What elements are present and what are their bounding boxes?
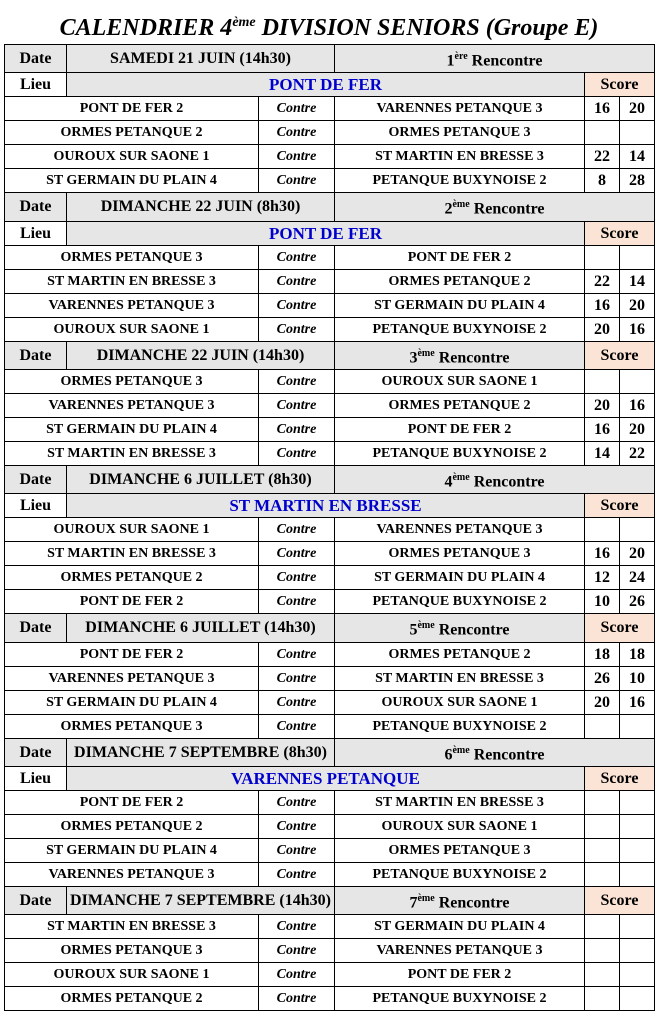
versus-label: Contre — [259, 317, 335, 341]
date-label: Date — [5, 45, 67, 73]
home-team: ST GERMAIN DU PLAIN 4 — [5, 417, 259, 441]
away-team: ST GERMAIN DU PLAIN 4 — [335, 293, 585, 317]
match-row — [5, 441, 655, 465]
away-team: ORMES PETANQUE 2 — [335, 269, 585, 293]
versus-label: Contre — [259, 393, 335, 417]
round-date-row — [5, 465, 655, 493]
versus-label: Contre — [259, 838, 335, 862]
home-score — [585, 915, 620, 939]
versus-label: Contre — [259, 245, 335, 269]
round-venue-row — [5, 221, 655, 245]
away-score — [620, 790, 655, 814]
away-team: ORMES PETANQUE 3 — [335, 542, 585, 566]
round-number: 5ème Rencontre — [335, 614, 585, 642]
away-team: PONT DE FER 2 — [335, 963, 585, 987]
versus-label: Contre — [259, 915, 335, 939]
home-team: PONT DE FER 2 — [5, 590, 259, 614]
home-team: VARENNES PETANQUE 3 — [5, 666, 259, 690]
away-team: VARENNES PETANQUE 3 — [335, 939, 585, 963]
round-date: DIMANCHE 6 JUILLET (14h30) — [67, 614, 335, 642]
home-score: 14 — [585, 441, 620, 465]
home-score — [585, 121, 620, 145]
home-score: 22 — [585, 269, 620, 293]
home-score: 10 — [585, 590, 620, 614]
round-number: 2ème Rencontre — [335, 193, 655, 221]
home-team: ORMES PETANQUE 2 — [5, 121, 259, 145]
match-row — [5, 838, 655, 862]
away-score — [620, 121, 655, 145]
away-score: 10 — [620, 666, 655, 690]
lieu-label: Lieu — [5, 766, 67, 790]
home-score: 16 — [585, 417, 620, 441]
away-score — [620, 814, 655, 838]
home-team: ST GERMAIN DU PLAIN 4 — [5, 169, 259, 193]
away-team: OUROUX SUR SAONE 1 — [335, 690, 585, 714]
home-score — [585, 963, 620, 987]
round-venue-row — [5, 766, 655, 790]
home-score — [585, 838, 620, 862]
versus-label: Contre — [259, 542, 335, 566]
match-row — [5, 293, 655, 317]
home-score — [585, 814, 620, 838]
round-date: DIMANCHE 22 JUIN (8h30) — [67, 193, 335, 221]
versus-label: Contre — [259, 690, 335, 714]
date-label: Date — [5, 614, 67, 642]
versus-label: Contre — [259, 145, 335, 169]
versus-label: Contre — [259, 97, 335, 121]
home-team: ORMES PETANQUE 3 — [5, 939, 259, 963]
home-team: ST MARTIN EN BRESSE 3 — [5, 441, 259, 465]
home-team: OUROUX SUR SAONE 1 — [5, 518, 259, 542]
away-team: ORMES PETANQUE 3 — [335, 838, 585, 862]
versus-label: Contre — [259, 293, 335, 317]
round-number: 6ème Rencontre — [335, 738, 655, 766]
lieu-label: Lieu — [5, 494, 67, 518]
away-team: PETANQUE BUXYNOISE 2 — [335, 590, 585, 614]
versus-label: Contre — [259, 814, 335, 838]
score-header: Score — [585, 73, 655, 97]
home-score: 16 — [585, 293, 620, 317]
away-team: ST GERMAIN DU PLAIN 4 — [335, 566, 585, 590]
match-row — [5, 666, 655, 690]
home-team: ORMES PETANQUE 2 — [5, 987, 259, 1011]
away-score — [620, 518, 655, 542]
away-score — [620, 369, 655, 393]
away-team: VARENNES PETANQUE 3 — [335, 97, 585, 121]
versus-label: Contre — [259, 566, 335, 590]
home-team: ORMES PETANQUE 2 — [5, 814, 259, 838]
versus-label: Contre — [259, 441, 335, 465]
home-team: OUROUX SUR SAONE 1 — [5, 317, 259, 341]
away-team: PONT DE FER 2 — [335, 417, 585, 441]
date-label: Date — [5, 341, 67, 369]
home-team: ST GERMAIN DU PLAIN 4 — [5, 690, 259, 714]
round-date-row — [5, 886, 655, 914]
home-score — [585, 369, 620, 393]
date-label: Date — [5, 193, 67, 221]
round-number: 7ème Rencontre — [335, 886, 585, 914]
versus-label: Contre — [259, 269, 335, 293]
match-row — [5, 245, 655, 269]
round-date: SAMEDI 21 JUIN (14h30) — [67, 45, 335, 73]
away-team: ST GERMAIN DU PLAIN 4 — [335, 915, 585, 939]
away-score: 28 — [620, 169, 655, 193]
away-team: PETANQUE BUXYNOISE 2 — [335, 169, 585, 193]
away-score — [620, 987, 655, 1011]
versus-label: Contre — [259, 987, 335, 1011]
round-date: DIMANCHE 22 JUIN (14h30) — [67, 341, 335, 369]
match-row — [5, 121, 655, 145]
away-score — [620, 939, 655, 963]
lieu-label: Lieu — [5, 221, 67, 245]
versus-label: Contre — [259, 939, 335, 963]
versus-label: Contre — [259, 369, 335, 393]
match-row — [5, 566, 655, 590]
away-team: ST MARTIN EN BRESSE 3 — [335, 790, 585, 814]
away-team: PONT DE FER 2 — [335, 245, 585, 269]
away-score: 14 — [620, 145, 655, 169]
match-row — [5, 714, 655, 738]
round-date-row — [5, 614, 655, 642]
date-label: Date — [5, 738, 67, 766]
home-team: ST GERMAIN DU PLAIN 4 — [5, 838, 259, 862]
match-row — [5, 317, 655, 341]
round-number: 1ère Rencontre — [335, 45, 655, 73]
away-score: 18 — [620, 642, 655, 666]
round-venue-row — [5, 73, 655, 97]
versus-label: Contre — [259, 790, 335, 814]
away-score: 20 — [620, 542, 655, 566]
match-row — [5, 393, 655, 417]
home-score: 20 — [585, 690, 620, 714]
round-date-row — [5, 193, 655, 221]
match-row — [5, 97, 655, 121]
away-score: 20 — [620, 417, 655, 441]
away-score — [620, 915, 655, 939]
home-score — [585, 790, 620, 814]
away-team: VARENNES PETANQUE 3 — [335, 518, 585, 542]
match-row — [5, 590, 655, 614]
away-score: 22 — [620, 441, 655, 465]
away-score: 26 — [620, 590, 655, 614]
home-score: 12 — [585, 566, 620, 590]
away-score — [620, 862, 655, 886]
match-row — [5, 963, 655, 987]
home-team: VARENNES PETANQUE 3 — [5, 293, 259, 317]
away-score: 16 — [620, 690, 655, 714]
home-score: 8 — [585, 169, 620, 193]
match-row — [5, 542, 655, 566]
away-team: OUROUX SUR SAONE 1 — [335, 369, 585, 393]
match-row — [5, 915, 655, 939]
home-score — [585, 518, 620, 542]
venue-name: PONT DE FER — [67, 73, 585, 97]
round-date: DIMANCHE 6 JUILLET (8h30) — [67, 465, 335, 493]
away-score — [620, 963, 655, 987]
home-score: 16 — [585, 542, 620, 566]
away-score: 20 — [620, 293, 655, 317]
away-team: PETANQUE BUXYNOISE 2 — [335, 317, 585, 341]
home-team: ORMES PETANQUE 3 — [5, 714, 259, 738]
away-team: ORMES PETANQUE 3 — [335, 121, 585, 145]
round-number: 4ème Rencontre — [335, 465, 655, 493]
versus-label: Contre — [259, 862, 335, 886]
away-team: ST MARTIN EN BRESSE 3 — [335, 666, 585, 690]
venue-name: PONT DE FER — [67, 221, 585, 245]
match-row — [5, 518, 655, 542]
home-team: VARENNES PETANQUE 3 — [5, 393, 259, 417]
match-row — [5, 939, 655, 963]
match-row — [5, 145, 655, 169]
home-score — [585, 939, 620, 963]
versus-label: Contre — [259, 666, 335, 690]
score-header: Score — [585, 766, 655, 790]
away-score: 16 — [620, 317, 655, 341]
match-row — [5, 862, 655, 886]
home-score: 20 — [585, 393, 620, 417]
versus-label: Contre — [259, 417, 335, 441]
home-team: ST MARTIN EN BRESSE 3 — [5, 915, 259, 939]
venue-name: ST MARTIN EN BRESSE — [67, 494, 585, 518]
round-number: 3ème Rencontre — [335, 341, 585, 369]
date-label: Date — [5, 886, 67, 914]
away-team: PETANQUE BUXYNOISE 2 — [335, 862, 585, 886]
away-team: PETANQUE BUXYNOISE 2 — [335, 441, 585, 465]
home-team: OUROUX SUR SAONE 1 — [5, 963, 259, 987]
match-row — [5, 417, 655, 441]
versus-label: Contre — [259, 518, 335, 542]
home-team: PONT DE FER 2 — [5, 790, 259, 814]
score-header: Score — [585, 886, 655, 914]
home-score — [585, 245, 620, 269]
versus-label: Contre — [259, 590, 335, 614]
away-score: 20 — [620, 97, 655, 121]
away-team: ORMES PETANQUE 2 — [335, 393, 585, 417]
home-score — [585, 714, 620, 738]
match-row — [5, 169, 655, 193]
match-row — [5, 642, 655, 666]
round-date: DIMANCHE 7 SEPTEMBRE (8h30) — [67, 738, 335, 766]
home-team: ST MARTIN EN BRESSE 3 — [5, 542, 259, 566]
score-header: Score — [585, 341, 655, 369]
home-team: PONT DE FER 2 — [5, 97, 259, 121]
away-team: PETANQUE BUXYNOISE 2 — [335, 987, 585, 1011]
away-team: ST MARTIN EN BRESSE 3 — [335, 145, 585, 169]
round-date-row — [5, 341, 655, 369]
versus-label: Contre — [259, 642, 335, 666]
lieu-label: Lieu — [5, 73, 67, 97]
away-score — [620, 714, 655, 738]
match-row — [5, 814, 655, 838]
schedule-table — [4, 44, 655, 1011]
match-row — [5, 369, 655, 393]
round-venue-row — [5, 494, 655, 518]
versus-label: Contre — [259, 963, 335, 987]
home-score — [585, 862, 620, 886]
away-score: 14 — [620, 269, 655, 293]
home-team: ORMES PETANQUE 2 — [5, 566, 259, 590]
home-score: 22 — [585, 145, 620, 169]
home-score: 26 — [585, 666, 620, 690]
away-score — [620, 838, 655, 862]
home-team: OUROUX SUR SAONE 1 — [5, 145, 259, 169]
score-header: Score — [585, 221, 655, 245]
match-row — [5, 987, 655, 1011]
venue-name: VARENNES PETANQUE — [67, 766, 585, 790]
score-header: Score — [585, 614, 655, 642]
versus-label: Contre — [259, 169, 335, 193]
home-score: 18 — [585, 642, 620, 666]
home-team: ST MARTIN EN BRESSE 3 — [5, 269, 259, 293]
score-header: Score — [585, 494, 655, 518]
home-team: ORMES PETANQUE 3 — [5, 245, 259, 269]
home-team: ORMES PETANQUE 3 — [5, 369, 259, 393]
home-score: 16 — [585, 97, 620, 121]
away-score: 24 — [620, 566, 655, 590]
round-date-row — [5, 45, 655, 73]
away-score — [620, 245, 655, 269]
versus-label: Contre — [259, 714, 335, 738]
round-date-row — [5, 738, 655, 766]
home-score: 20 — [585, 317, 620, 341]
match-row — [5, 269, 655, 293]
home-score — [585, 987, 620, 1011]
round-date: DIMANCHE 7 SEPTEMBRE (14h30) — [67, 886, 335, 914]
page-title: CALENDRIER 4ème DIVISION SENIORS (Groupe E) — [59, 15, 599, 41]
date-label: Date — [5, 465, 67, 493]
home-team: VARENNES PETANQUE 3 — [5, 862, 259, 886]
match-row — [5, 790, 655, 814]
match-row — [5, 690, 655, 714]
away-team: ORMES PETANQUE 2 — [335, 642, 585, 666]
versus-label: Contre — [259, 121, 335, 145]
home-team: PONT DE FER 2 — [5, 642, 259, 666]
away-team: OUROUX SUR SAONE 1 — [335, 814, 585, 838]
away-team: PETANQUE BUXYNOISE 2 — [335, 714, 585, 738]
away-score: 16 — [620, 393, 655, 417]
